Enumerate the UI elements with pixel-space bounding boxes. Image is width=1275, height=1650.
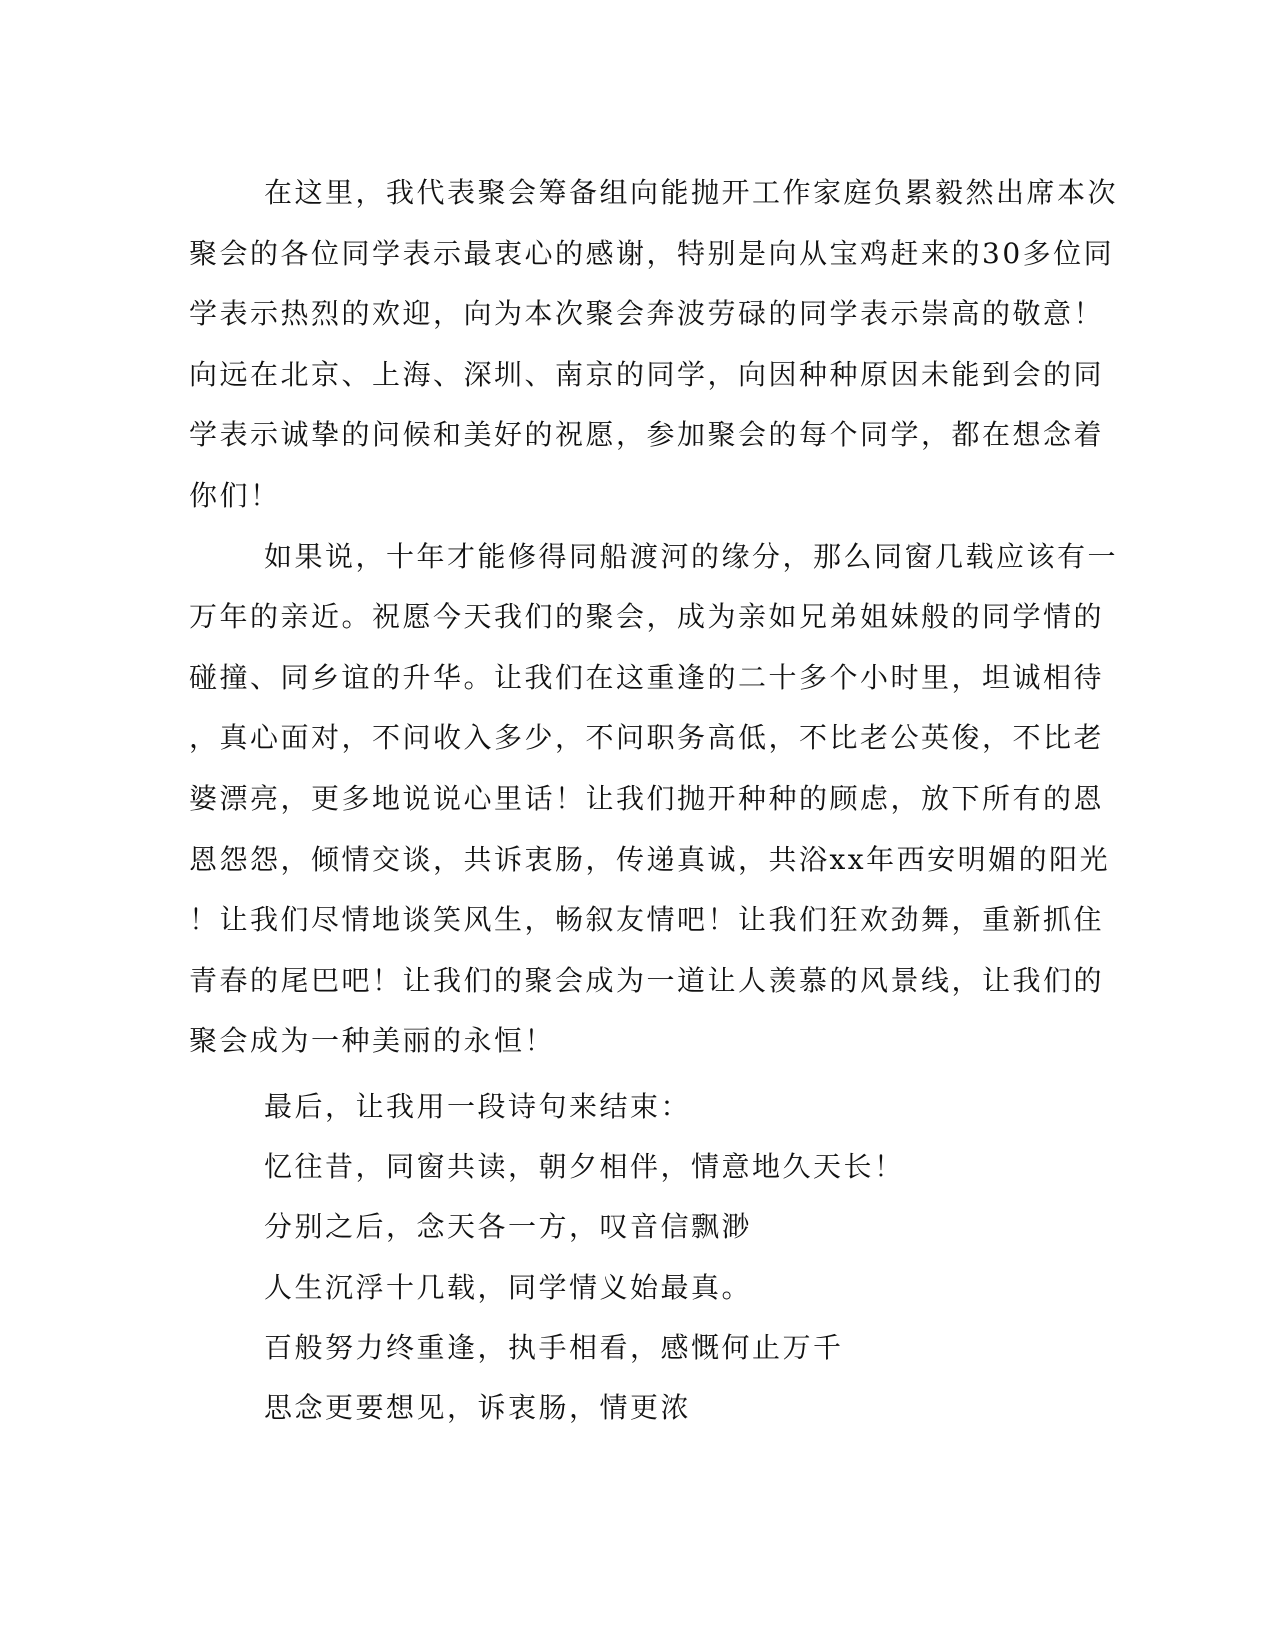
poem-section <box>264 1077 1064 1438</box>
text-line: 万年的亲近。祝愿今天我们的聚会，成为亲如兄弟姐妹般的同学情的 <box>189 600 1105 634</box>
text-line: 青春的尾巴吧！让我们的聚会成为一道让人羡慕的风景线，让我们的 <box>189 963 1105 997</box>
poem-line: 分别之后，念天各一方，叹音信飘渺 <box>264 1210 753 1244</box>
paragraph-welcome <box>189 163 1119 527</box>
text-line: ，真心面对，不问收入多少，不问职务高低，不比老公英俊，不比老 <box>189 721 1105 755</box>
text-line: 学表示诚挚的问候和美好的祝愿，参加聚会的每个同学，都在想念着 <box>189 418 1105 452</box>
text-line: 你们！ <box>189 478 281 512</box>
text-line: 婆漂亮，更多地说说心里话！让我们抛开种种的顾虑，放下所有的恩 <box>189 781 1105 815</box>
poem-intro: 最后，让我用一段诗句来结束： <box>264 1090 692 1123</box>
poem-line: 思念更要想见，诉衷肠，情更浓 <box>264 1390 692 1424</box>
poem-line: 人生沉浮十几载，同学情义始最真。 <box>264 1270 753 1304</box>
text-line: 向远在北京、上海、深圳、南京的同学，向因种种原因未能到会的同 <box>189 357 1105 391</box>
text-line: 聚会的各位同学表示最衷心的感谢，特别是向从宝鸡赶来的30多位同 <box>189 236 1115 270</box>
poem-line: 百般努力终重逢，执手相看，感慨何止万千 <box>264 1330 844 1364</box>
text-line: 聚会成为一种美丽的永恒！ <box>189 1024 556 1058</box>
text-line: 如果说，十年才能修得同船渡河的缘分，那么同窗几载应该有一 <box>264 539 1119 573</box>
text-line: 碰撞、同乡谊的升华。让我们在这重逢的二十多个小时里，坦诚相待 <box>189 660 1105 694</box>
text-line: ！让我们尽情地谈笑风生，畅叙友情吧！让我们狂欢劲舞，重新抓住 <box>189 903 1105 937</box>
text-line: 在这里，我代表聚会筹备组向能抛开工作家庭负累毅然出席本次 <box>264 176 1119 209</box>
text-line: 学表示热烈的欢迎，向为本次聚会奔波劳碌的同学表示崇高的敬意！ <box>189 297 1105 331</box>
text-line: 恩怨怨，倾情交谈，共诉衷肠，传递真诚，共浴xx年西安明媚的阳光 <box>189 842 1111 876</box>
document-body <box>189 163 1119 1072</box>
poem-line: 忆往昔，同窗共读，朝夕相伴，情意地久天长！ <box>264 1150 905 1184</box>
paragraph-wishes <box>189 527 1119 1072</box>
